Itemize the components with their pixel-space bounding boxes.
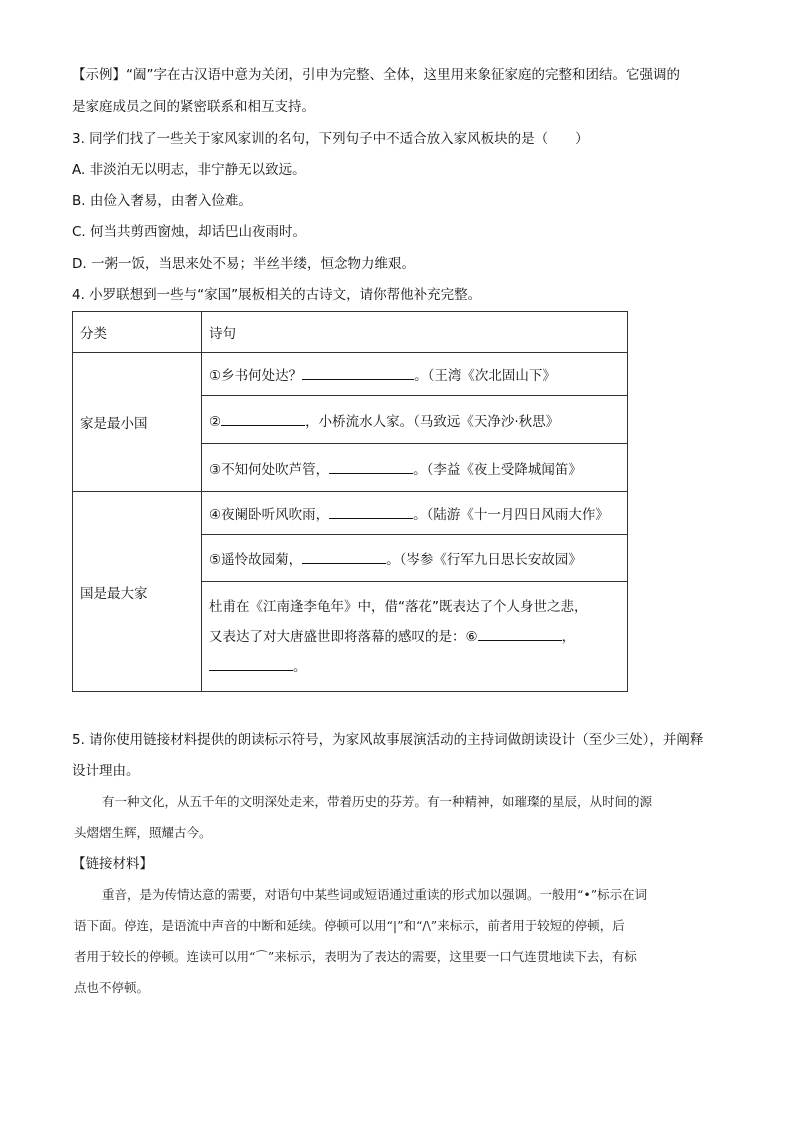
option-a: A. 非淡泊无以明志，非宁静无以致远。 xyxy=(72,162,306,178)
note-line-2: 又表达了对大唐盛世即将落幕的感叹的是：⑥ ， xyxy=(209,622,620,652)
question-3-stem: 3. 同学们找了一些关于家风家训的名句，下列句子中不适合放入家风板块的是（ ） xyxy=(72,131,589,147)
link-material-title: 【链接材料】 xyxy=(72,856,153,872)
option-d: D. 一粥一饭，当思来处不易；半丝半缕，恒念物力维艰。 xyxy=(72,256,415,272)
question-5-stem-2: 设计理由。 xyxy=(72,763,140,779)
header-category: 分类 xyxy=(73,312,202,353)
example-line-1: 【示例】“阖”字在古汉语中意为关闭，引申为完整、全体，这里用来象征家庭的完整和团结。它强调的 xyxy=(72,67,680,83)
material-line-4: 点也不停顿。 xyxy=(74,980,150,995)
poem-table xyxy=(72,311,628,692)
poem-row-5: ⑤遥怜故园菊， 。（岑参《行军九日思长安故园》 xyxy=(202,535,628,582)
option-b: B. 由俭入奢易，由奢入俭难。 xyxy=(72,193,252,209)
note-line-3: 。 xyxy=(209,652,620,682)
answer-blank-2[interactable] xyxy=(221,411,305,426)
example-line-2: 是家庭成员之间的紧密联系和相互支持。 xyxy=(72,99,315,115)
note-line-1: 杜甫在《江南逢李龟年》中，借“落花”既表达了个人身世之悲， xyxy=(209,598,588,615)
answer-blank-4[interactable] xyxy=(329,504,413,519)
option-c: C. 何当共剪西窗烛，却话巴山夜雨时。 xyxy=(72,224,307,240)
poem-row-6 xyxy=(202,582,628,692)
category-home: 家是最小国 xyxy=(73,353,202,492)
poem-row-3: ③不知何处吹芦管， 。（李益《夜上受降城闻笛》 xyxy=(202,444,628,492)
answer-blank-5[interactable] xyxy=(302,549,386,564)
answer-blank-1[interactable] xyxy=(302,365,414,380)
passage-line-2: 头熠熠生辉，照耀古今。 xyxy=(74,825,212,840)
answer-blank-6a[interactable] xyxy=(478,626,562,641)
material-line-3: 者用于较长的停顿。连读可以用“⌒”来标示，表明为了表达的需要，这里要一口气连贯地读下去，有标 xyxy=(74,949,637,964)
poem-row-1: ①乡书何处达？ 。（王湾《次北固山下》 xyxy=(202,353,628,396)
question-5-stem-1: 5. 请你使用链接材料提供的朗读标示符号，为家风故事展演活动的主持词做朗读设计（至少三处），并阐释 xyxy=(72,732,704,748)
category-nation: 国是最大家 xyxy=(73,492,202,692)
answer-blank-6b[interactable] xyxy=(209,656,293,671)
poem-row-2: ② ，小桥流水人家。（马致远《天净沙·秋思》 xyxy=(202,396,628,444)
header-poem: 诗句 xyxy=(202,312,628,353)
material-line-2: 语下面。停连，是语流中声音的中断和延续。停顿可以用“|”和“/\”来标示，前者用于较短的停顿，后 xyxy=(74,918,625,933)
answer-blank-3[interactable] xyxy=(329,459,413,474)
question-4-stem: 4. 小罗联想到一些与“家国”展板相关的古诗文，请你帮他补充完整。 xyxy=(72,287,482,303)
poem-row-4: ④夜阑卧听风吹雨， 。（陆游《十一月四日风雨大作》 xyxy=(202,492,628,535)
material-line-1: 重音，是为传情达意的需要，对语句中某些词或短语通过重读的形式加以强调。一般用“•”标示在词 xyxy=(102,887,648,902)
passage-line-1: 有一种文化，从五千年的文明深处走来，带着历史的芬芳。有一种精神，如璀璨的星辰，从时间的源 xyxy=(102,794,653,809)
